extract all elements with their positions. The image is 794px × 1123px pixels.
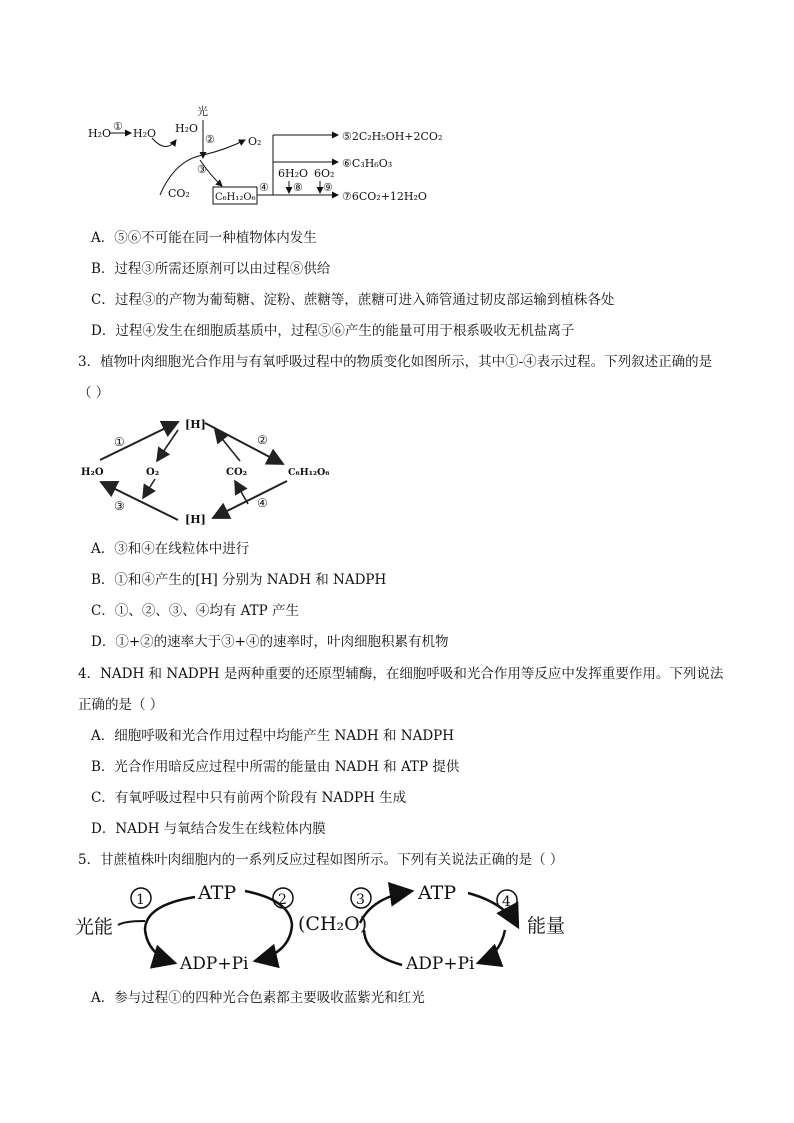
q5-step3-digit: 3: [356, 892, 365, 908]
q5-step4-digit: 4: [502, 894, 511, 910]
q2-o26: 6O₂: [314, 167, 335, 180]
q4-stem: 4．NADH 和 NADPH 是两种重要的还原型辅酶，在细胞呼吸和光合作用等反应中发挥重要作用。下列说法: [78, 666, 724, 682]
q3-h-top: [H]: [185, 418, 206, 431]
q3-stem: 3．植物叶肉细胞光合作用与有氧呼吸过程中的物质变化如图所示，其中①-④表示过程。下列叙述正确的是: [78, 354, 713, 370]
q3-option-b[interactable]: B．①和④产生的[H] 分别为 NADH 和 NADPH: [91, 572, 387, 588]
q4-option-b[interactable]: B．光合作用暗反应过程中所需的能量由 NADH 和 ATP 提供: [91, 759, 460, 775]
q5-step2-digit: 2: [278, 892, 287, 908]
q2-o2: O₂: [248, 135, 262, 148]
q4-option-c[interactable]: C．有氧呼吸过程中只有前两个阶段有 NADPH 生成: [91, 790, 407, 806]
q3-step4: ④: [257, 496, 268, 510]
q2-option-a[interactable]: A．⑤⑥不可能在同一种植物体内发生: [91, 230, 317, 246]
q3-step3: ③: [114, 499, 125, 513]
q5-diagram: [0, 875, 794, 985]
q5-adp2: ADP+Pi: [406, 954, 475, 974]
q5-energy: 能量: [527, 915, 566, 937]
q2-glucose: C₆H₁₂O₆: [215, 192, 256, 203]
q2-product6: ⑥C₃H₆O₃: [342, 157, 393, 170]
q2-step2: ②: [205, 133, 215, 146]
q3-option-c[interactable]: C．①、②、③、④均有 ATP 产生: [91, 603, 300, 619]
q2-h2o-up: H₂O: [175, 122, 199, 135]
q5-light-energy: 光能: [75, 916, 114, 938]
q3-h-bottom: [H]: [185, 513, 206, 526]
q3-option-d[interactable]: D．①+②的速率大于③+④的速率时，叶肉细胞积累有机物: [91, 634, 449, 650]
q3-h2o: H₂O: [81, 467, 104, 478]
q5-stem: 5．甘蔗植株叶肉细胞内的一系列反应过程如图所示。下列有关说法正确的是（ ）: [78, 852, 564, 868]
q5-atp2: ATP: [418, 882, 457, 904]
q2-step4: ④: [259, 181, 269, 194]
q3-step2: ②: [257, 433, 268, 447]
q5-step1-digit: 1: [136, 892, 145, 908]
q3-stem-bracket: （ ）: [78, 385, 110, 401]
q5-option-a[interactable]: A．参与过程①的四种光合色素都主要吸收蓝紫光和红光: [91, 990, 425, 1006]
q3-glucose: C₆H₁₂O₆: [288, 467, 330, 478]
q3-diagram: [0, 408, 794, 538]
q3-o2: O₂: [146, 467, 160, 478]
q4-option-a[interactable]: A．细胞呼吸和光合作用过程中均能产生 NADH 和 NADPH: [91, 728, 455, 744]
q2-option-b[interactable]: B．过程③所需还原剂可以由过程⑧供给: [91, 261, 331, 277]
q2-h2o-mid: H₂O: [133, 127, 157, 140]
q2-option-d[interactable]: D．过程④发生在细胞质基质中，过程⑤⑥产生的能量可用于根系吸收无机盐离子: [91, 323, 575, 339]
q2-product5: ⑤2C₂H₅OH+2CO₂: [342, 130, 443, 143]
q2-step9: ⑨: [323, 181, 333, 194]
q2-diagram: [0, 0, 794, 220]
q2-step8: ⑧: [293, 181, 303, 194]
q2-co2: CO₂: [168, 187, 190, 200]
q2-option-c[interactable]: C．过程③的产物为葡萄糖、淀粉、蔗糖等，蔗糖可进入筛管通过韧皮部运输到植株各处: [91, 292, 615, 308]
q3-step1: ①: [114, 435, 125, 449]
q2-step3: ③: [197, 163, 207, 176]
q2-h2o-left: H₂O: [88, 127, 112, 140]
q5-ch2o: (CH₂O): [298, 913, 368, 935]
q4-stem-cont: 正确的是（ ）: [78, 697, 164, 713]
q2-product7: ⑦6CO₂+12H₂O: [342, 190, 427, 203]
q2-h2o6: 6H₂O: [278, 167, 309, 180]
q4-option-d[interactable]: D．NADH 与氧结合发生在线粒体内膜: [91, 821, 326, 837]
q2-step1: ①: [113, 120, 123, 133]
q5-atp1: ATP: [198, 882, 237, 904]
q5-adp1: ADP+Pi: [180, 954, 249, 974]
q3-option-a[interactable]: A．③和④在线粒体中进行: [91, 541, 250, 557]
q2-light: 光: [197, 105, 208, 118]
q3-co2: CO₂: [226, 467, 248, 478]
